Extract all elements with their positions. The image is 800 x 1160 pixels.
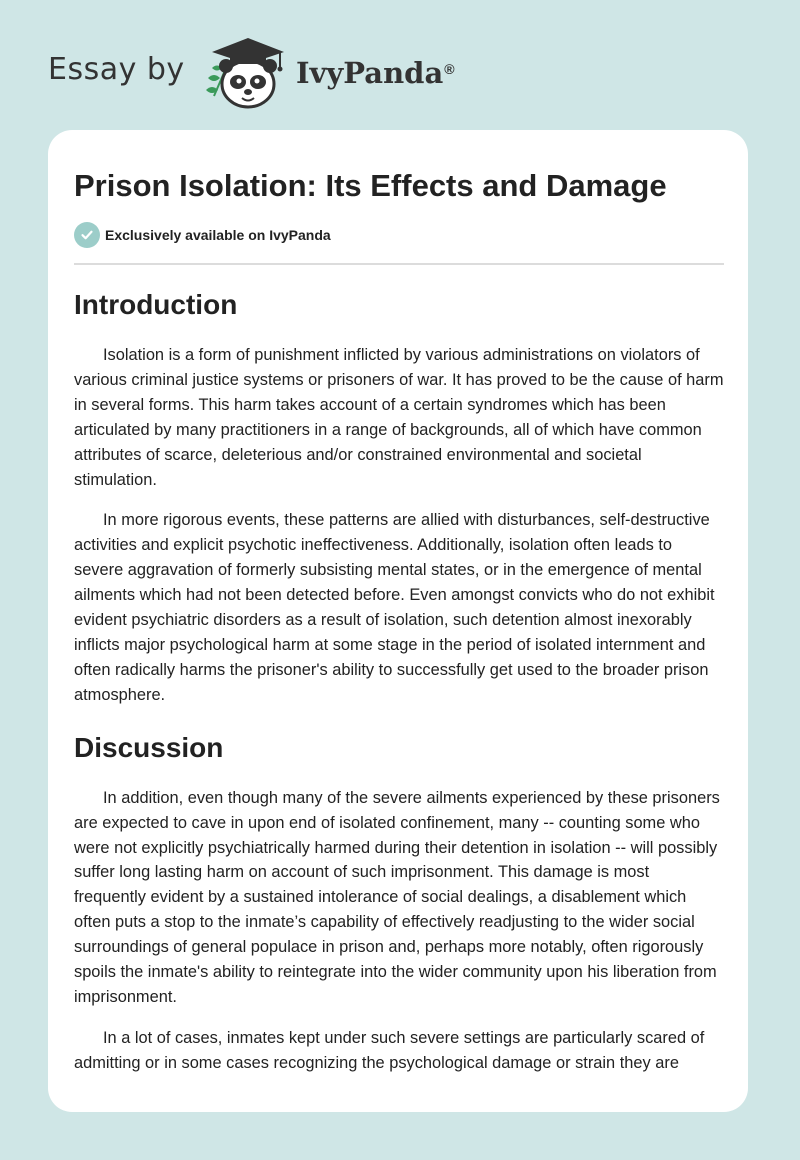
divider [74, 263, 724, 265]
check-circle-icon [74, 222, 100, 248]
page-title: Prison Isolation: Its Effects and Damage [74, 168, 667, 203]
panda-graduate-logo-icon[interactable] [200, 34, 290, 112]
section-discussion [74, 730, 724, 1076]
brand-name[interactable] [296, 54, 455, 92]
exclusive-badge [74, 222, 724, 248]
paragraph: Isolation is a form of punishment inflicted by various administrations on violators of various criminal justice systems or prisoners of war. It has proved to be the cause of harm in several forms. This harm takes account of a certain syndromes which has been articulated by many practitioners in a range of backgrounds, all of which have common attributes of scarce, deleterious and/or constrained environmental and societal stimulation. [74, 346, 724, 489]
essay-content [74, 130, 724, 1076]
section-heading: Introduction [74, 289, 238, 320]
paragraph: In a lot of cases, inmates kept under such severe settings are particularly scared of admitting or in some cases recognizing the psychological damage or strain they are [74, 1028, 705, 1072]
paragraph: In more rigorous events, these patterns are allied with disturbances, self-destructive activities and explicit psychotic ineffectiveness. Additionally, isolation often leads to severe aggravation of formerly subsisting mental states, or in the emergence of mental ailments which had not been detected before. Even amongst convicts who do not exhibit evident psychiatric disorders as a result of isolation, such detention almost inexorably inflicts major psychological harm at some stage in the period of isolated internment and often radically harms the prisoner's ability to successfully get used to the broader prison atmosphere. [74, 511, 715, 704]
section-heading: Discussion [74, 731, 224, 763]
essay-card [48, 130, 748, 1112]
section-introduction [74, 287, 724, 708]
brand-name-text: IvyPanda [296, 56, 444, 90]
site-header [48, 28, 468, 112]
badge-label: Exclusively available on IvyPanda [105, 227, 331, 243]
paragraph: In addition, even though many of the severe ailments experienced by these prisoners are expected to cave in upon end of isolated confinement, many -- counting some who were not explicitly psychiatrically harmed during their detention in isolation -- will possibly suffer long lasting harm on account of such imprisonment. This damage is most frequently evident by a sustained intolerance of social dealings, a disablement which often puts a stop to the inmate’s capability of effectively readjusting to the wider social surroundings of general populace in prison and, perhaps more notably, often rigorously spoils the inmate's ability to reintegrate into the wider community upon his liberation from imprisonment. [74, 788, 720, 1006]
essay-by-label: Essay by [48, 52, 185, 87]
registered-mark: ® [444, 61, 455, 77]
